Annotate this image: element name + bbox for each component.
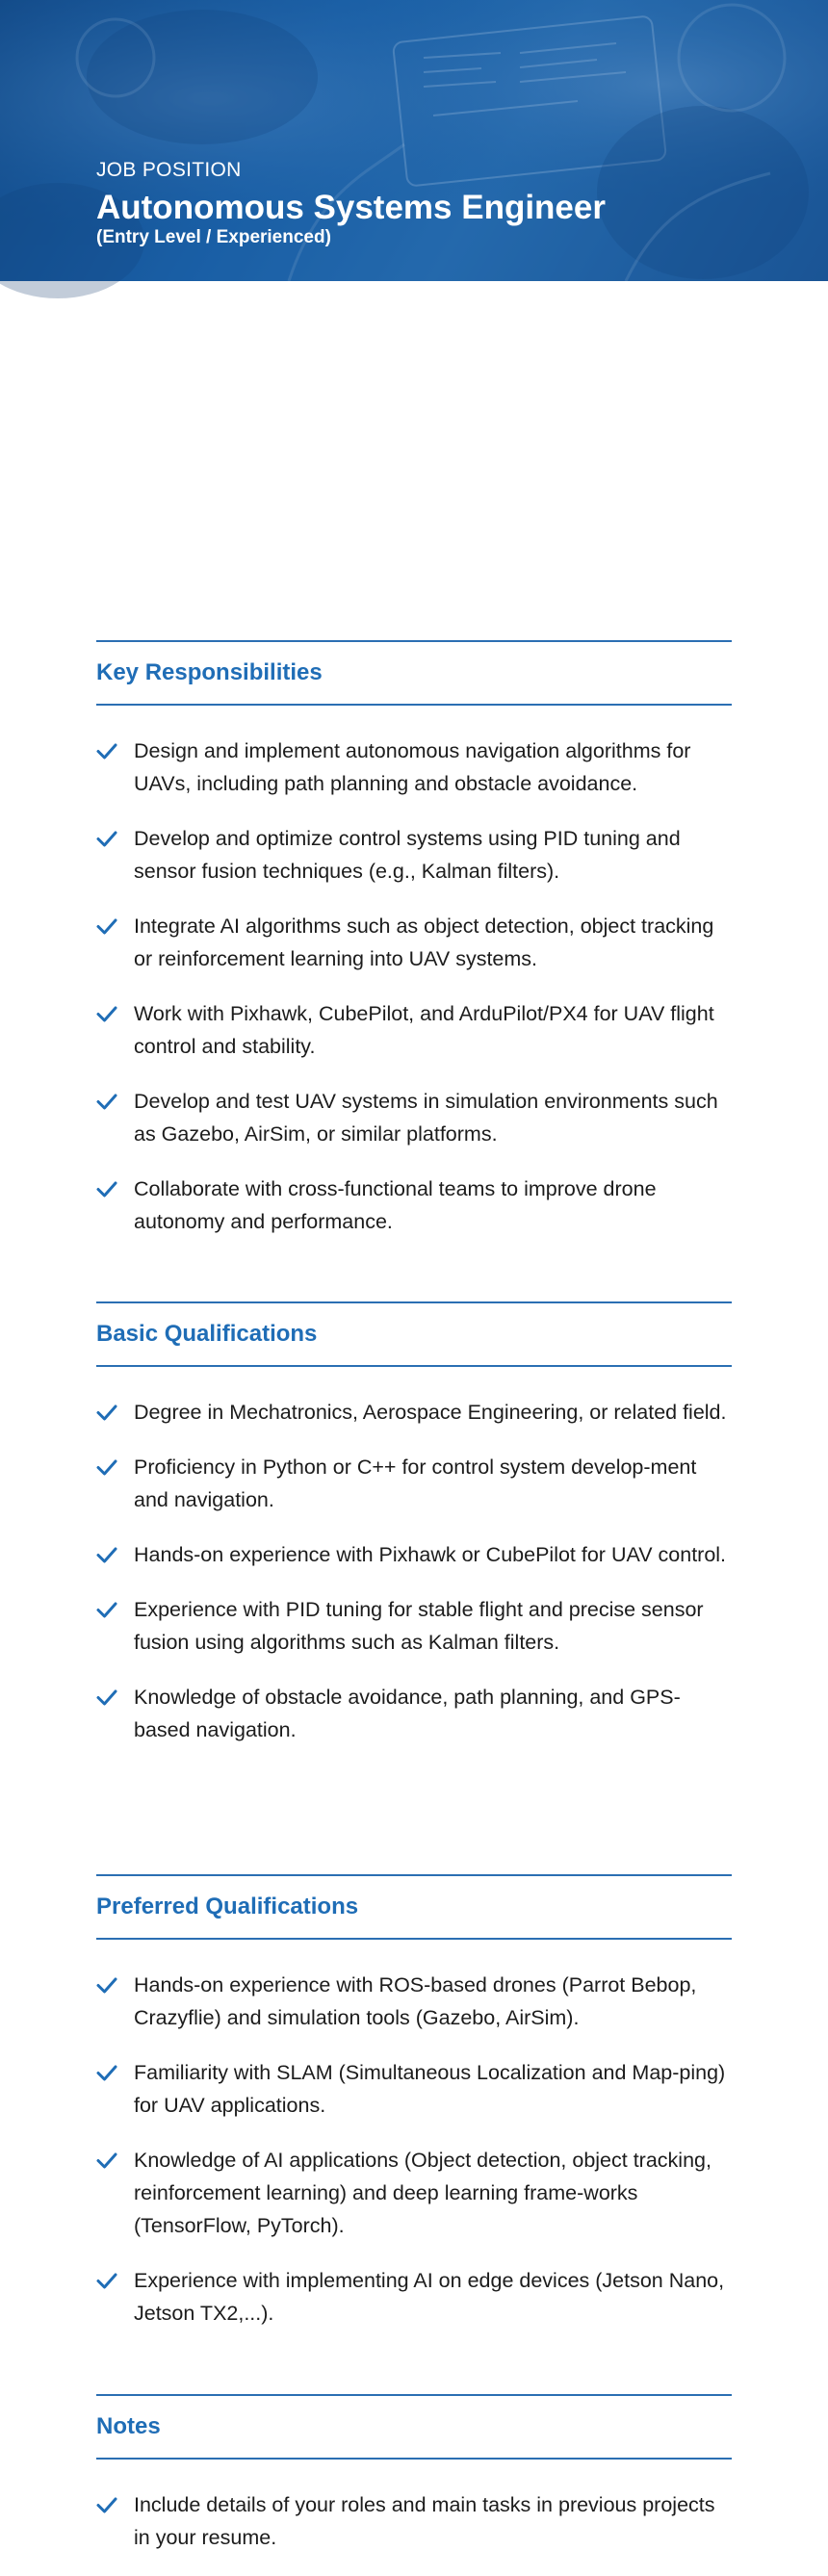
list-item (96, 1172, 732, 1238)
check-icon (96, 1178, 117, 1199)
list-item-text: Design and implement autonomous navigation algorithms for UAVs, including path planning and obstacle avoidance. (134, 739, 691, 795)
check-icon (96, 828, 117, 849)
list-item-text: Experience with PID tuning for stable flight and precise sensor fusion using algorithms such as Kalman filters. (134, 1598, 704, 1654)
list-item-text: Degree in Mechatronics, Aerospace Engineering, or related field. (134, 1401, 727, 1424)
preferred-qualifications-list (96, 1969, 732, 2330)
list-item-text: Integrate AI algorithms such as object detection, object tracking or reinforcement learning into UAV systems. (134, 914, 714, 970)
check-icon (96, 1402, 117, 1423)
list-item-text: Collaborate with cross-functional teams to improve drone autonomy and performance. (134, 1177, 657, 1233)
list-item (96, 734, 732, 800)
list-item (96, 1969, 732, 2034)
list-item-text: Work with Pixhawk, CubePilot, and ArduPilot/PX4 for UAV flight control and stability. (134, 1002, 714, 1058)
section-basic-qualifications (96, 1301, 732, 1768)
section-title: Notes (96, 2413, 161, 2439)
check-icon (96, 1599, 117, 1620)
section-notes (96, 2394, 732, 2576)
list-item-text: Develop and optimize control systems using PID tuning and sensor fusion techniques (e.g., Kalman filters). (134, 827, 681, 883)
section-title: Preferred Qualifications (96, 1893, 359, 1919)
list-item (96, 1681, 732, 1746)
section-bottom-rule (96, 1938, 732, 1940)
check-icon (96, 1974, 117, 1996)
check-icon (96, 2150, 117, 2171)
list-item-text: Hands-on experience with Pixhawk or CubePilot for UAV control. (134, 1543, 727, 1566)
section-preferred-qualifications (96, 1874, 732, 2352)
list-item-text: Hands-on experience with ROS-based drones (Parrot Bebop, Crazyflie) and simulation tools (Gazebo, AirSim). (134, 1973, 697, 2029)
list-item (96, 1538, 732, 1571)
list-item (96, 2488, 732, 2554)
check-icon (96, 915, 117, 937)
section-title: Basic Qualifications (96, 1321, 318, 1347)
list-item (96, 1396, 732, 1429)
list-item (96, 910, 732, 975)
check-icon (96, 1544, 117, 1565)
section-key-responsibilities (96, 640, 732, 1260)
job-position-label: JOB POSITION (96, 159, 242, 181)
list-item-text: Experience with implementing AI on edge devices (Jetson Nano, Jetson TX2,...). (134, 2269, 725, 2325)
check-icon (96, 1091, 117, 1112)
list-item (96, 1593, 732, 1659)
check-icon (96, 1456, 117, 1478)
check-icon (96, 2494, 117, 2515)
notes-list (96, 2488, 732, 2554)
responsibilities-list (96, 734, 732, 1238)
job-title: Autonomous Systems Engineer (96, 189, 606, 226)
list-item (96, 2264, 732, 2330)
section-bottom-rule (96, 1365, 732, 1367)
header-banner (0, 0, 828, 281)
check-icon (96, 740, 117, 761)
list-item-text: Include details of your roles and main tasks in previous projects in your resume. (134, 2493, 715, 2549)
section-bottom-rule (96, 704, 732, 706)
list-item (96, 1085, 732, 1150)
check-icon (96, 1003, 117, 1024)
list-item (96, 2056, 732, 2122)
list-item-text: Familiarity with SLAM (Simultaneous Localization and Map-ping) for UAV applications. (134, 2061, 726, 2117)
list-item-text: Knowledge of obstacle avoidance, path planning, and GPS-based navigation. (134, 1686, 681, 1741)
section-bottom-rule (96, 2458, 732, 2460)
list-item (96, 822, 732, 888)
list-item-text: Knowledge of AI applications (Object detection, object tracking, reinforcement learning) and deep learning frame-works (TensorFlow, PyTorch). (134, 2149, 712, 2237)
check-icon (96, 1687, 117, 1708)
check-icon (96, 2062, 117, 2083)
list-item (96, 1451, 732, 1516)
job-level: (Entry Level / Experienced) (96, 227, 331, 247)
list-item-text: Proficiency in Python or C++ for control system develop-ment and navigation. (134, 1455, 697, 1511)
list-item-text: Develop and test UAV systems in simulation environments such as Gazebo, AirSim, or similar platforms. (134, 1090, 718, 1146)
list-item (96, 2144, 732, 2242)
section-title: Key Responsibilities (96, 659, 323, 685)
list-item (96, 997, 732, 1063)
check-icon (96, 2270, 117, 2291)
basic-qualifications-list (96, 1396, 732, 1746)
